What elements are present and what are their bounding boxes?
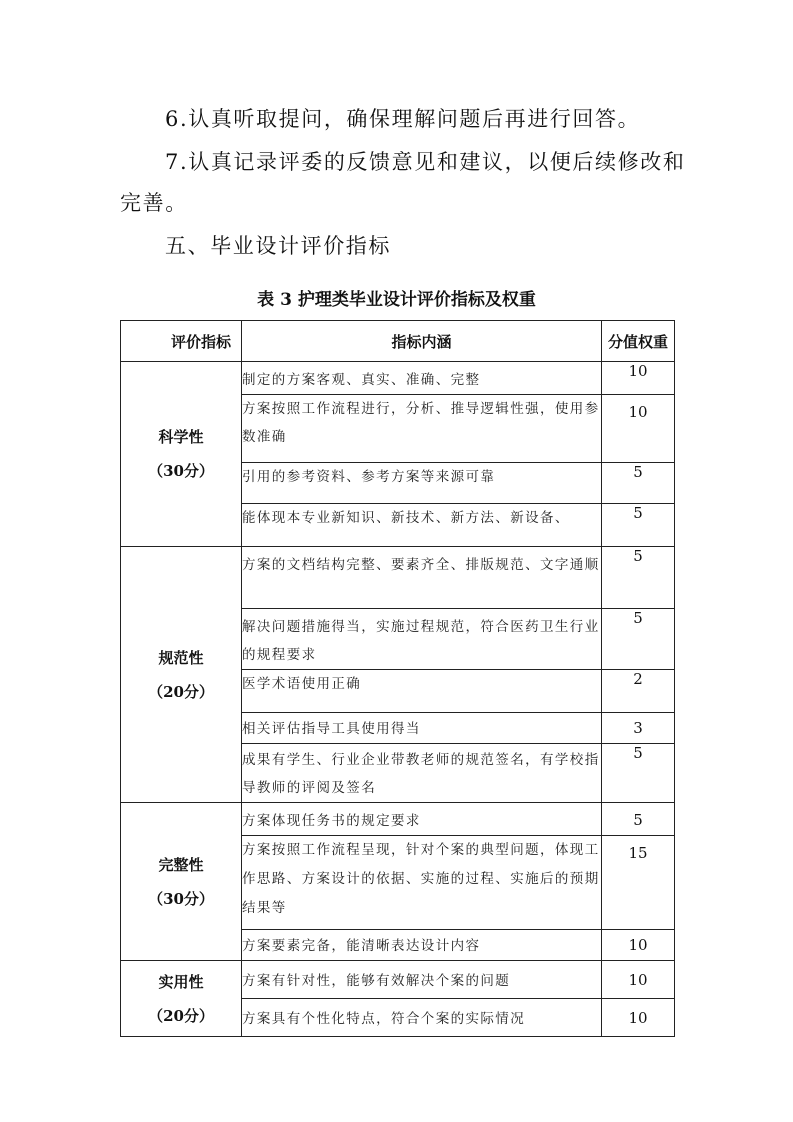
table-row <box>121 547 675 609</box>
content-cell: 方案按照工作流程呈现，针对个案的典型问题，体现工作思路、方案设计的依据、实施的过程、实施后的预期结果等 <box>242 836 602 930</box>
content-cell: 能体现本专业新知识、新技术、新方法、新设备、 <box>242 504 602 547</box>
weight-cell: 10 <box>602 930 675 961</box>
content-cell: 方案具有个性化特点，符合个案的实际情况 <box>242 999 602 1037</box>
weight-cell: 5 <box>602 463 675 504</box>
category-score: （20分） <box>148 1006 214 1025</box>
weight-cell: 5 <box>602 547 675 609</box>
category-name: 科学性 <box>158 428 204 446</box>
content-cell: 制定的方案客观、真实、准确、完整 <box>242 362 602 395</box>
table-row <box>121 362 675 395</box>
content-cell: 相关评估指导工具使用得当 <box>242 713 602 744</box>
content-cell: 解决问题措施得当，实施过程规范，符合医药卫生行业的规程要求 <box>242 609 602 670</box>
paragraph-item-6: 6.认真听取提问，确保理解问题后再进行回答。 <box>165 107 641 131</box>
weight-cell: 10 <box>602 395 675 463</box>
content-cell: 方案体现任务书的规定要求 <box>242 803 602 836</box>
category-score: （20分） <box>148 682 214 701</box>
weight-cell: 2 <box>602 670 675 713</box>
category-cell-science <box>121 362 242 547</box>
content-cell: 成果有学生、行业企业带教老师的规范签名，有学校指导教师的评阅及签名 <box>242 744 602 803</box>
category-name: 规范性 <box>158 648 204 667</box>
header-weight: 分值权重 <box>602 321 675 362</box>
weight-cell: 5 <box>602 803 675 836</box>
section-heading: 五、毕业设计评价指标 <box>165 234 391 258</box>
weight-cell: 5 <box>602 504 675 547</box>
table-caption: 表 3 护理类毕业设计评价指标及权重 <box>257 290 536 310</box>
weight-cell: 3 <box>602 713 675 744</box>
table-row <box>121 803 675 836</box>
header-indicator: 评价指标 <box>121 321 242 362</box>
weight-cell: 5 <box>602 609 675 670</box>
content-cell: 方案要素完备，能清晰表达设计内容 <box>242 930 602 961</box>
content-cell: 方案的文档结构完整、要素齐全、排版规范、文字通顺 <box>242 547 602 609</box>
content-cell: 方案按照工作流程进行，分析、推导逻辑性强，使用参数准确 <box>242 395 602 463</box>
content-cell: 医学术语使用正确 <box>242 670 602 713</box>
table-row <box>121 961 675 999</box>
category-name: 完整性 <box>158 855 204 874</box>
weight-cell: 10 <box>602 999 675 1037</box>
category-cell-practicality <box>121 961 242 1037</box>
weight-cell: 10 <box>602 362 675 395</box>
category-score: （30分） <box>148 462 214 480</box>
weight-cell: 15 <box>602 836 675 930</box>
evaluation-table <box>120 320 675 1037</box>
content-cell: 方案有针对性，能够有效解决个案的问题 <box>242 961 602 999</box>
weight-cell: 10 <box>602 961 675 999</box>
paragraph-item-7-line1: 7.认真记录评委的反馈意见和建议，以便后续修改和 <box>165 150 686 174</box>
category-cell-completeness <box>121 803 242 961</box>
category-cell-standard <box>121 547 242 803</box>
weight-cell: 5 <box>602 744 675 803</box>
paragraph-item-7-line2: 完善。 <box>120 191 188 215</box>
header-content: 指标内涵 <box>242 321 602 362</box>
category-name: 实用性 <box>158 972 204 991</box>
table-header-row <box>121 321 675 362</box>
content-cell: 引用的参考资料、参考方案等来源可靠 <box>242 463 602 504</box>
category-score: （30分） <box>148 889 214 908</box>
